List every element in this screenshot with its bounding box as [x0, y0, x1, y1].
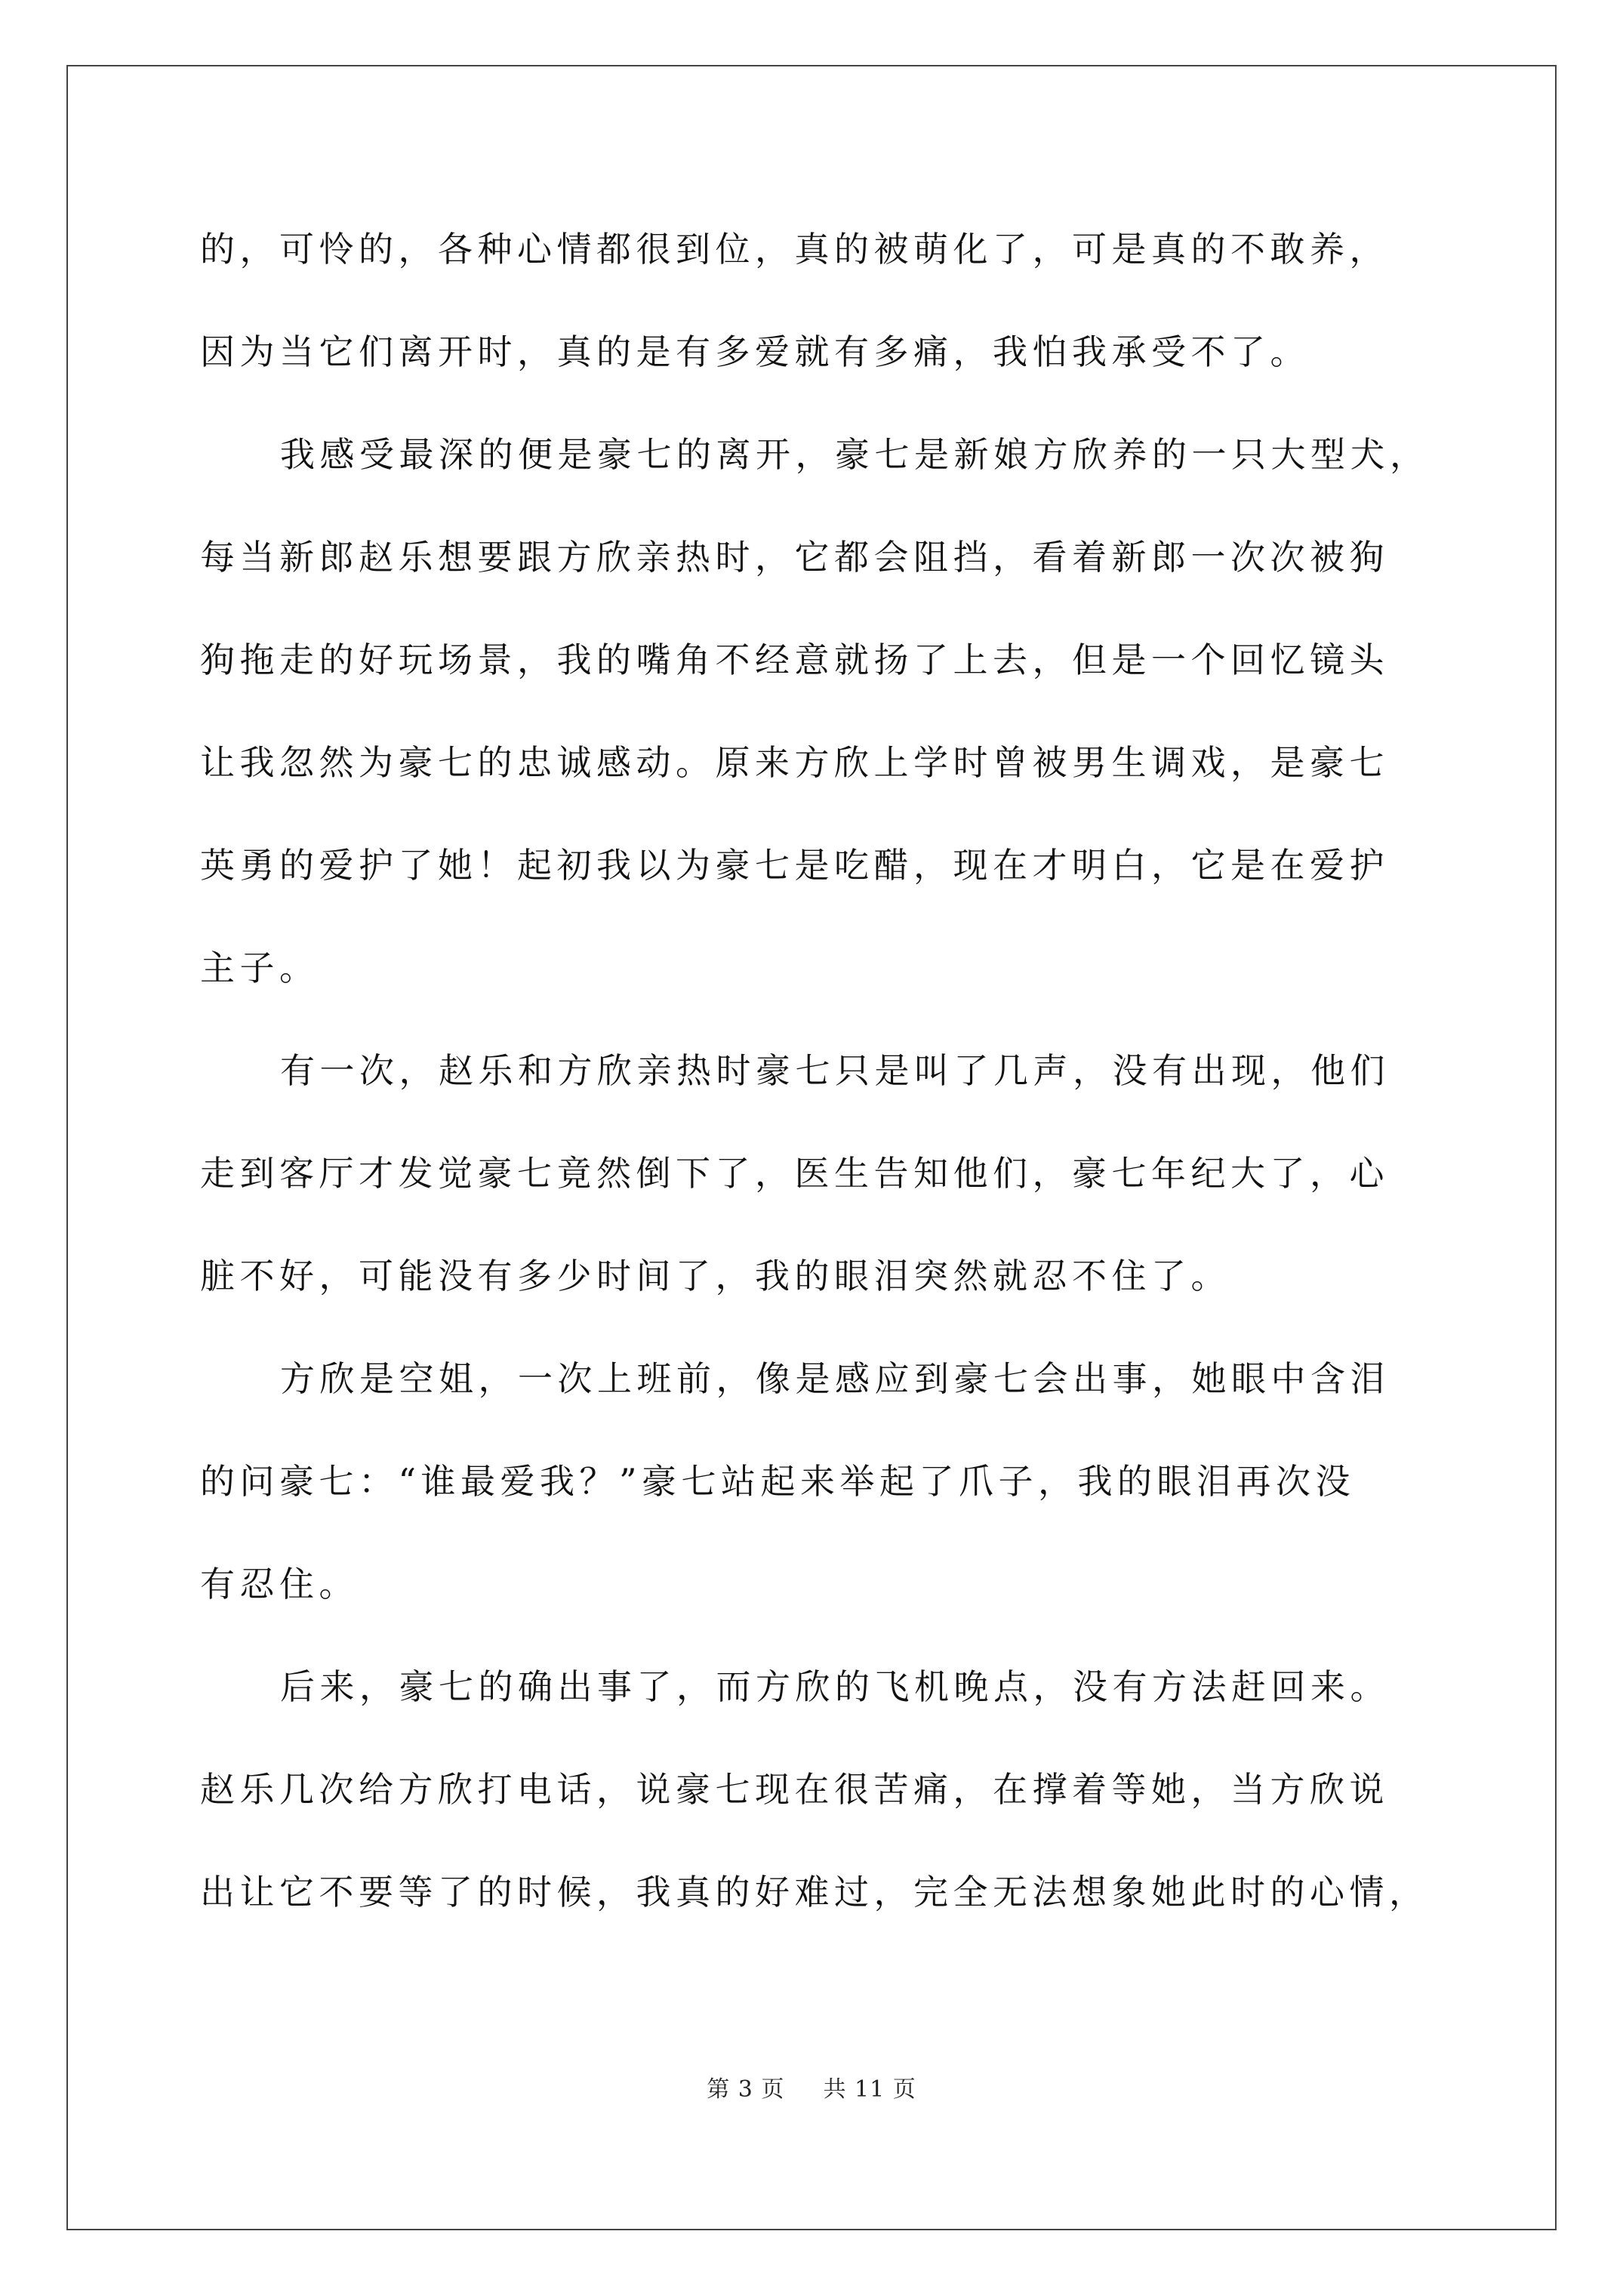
page-footer	[0, 2070, 1623, 2103]
text-line-6: 让我忽然为豪七的忠诚感动。原来方欣上学时曾被男生调戏，是豪七	[200, 742, 1389, 783]
text-line-10: 走到客厅才发觉豪七竟然倒下了，医生告知他们，豪七年纪大了，心	[200, 1153, 1389, 1194]
text-line-3: 我感受最深的便是豪七的离开，豪七是新娘方欣养的一只大型犬，	[280, 434, 1430, 475]
text-line-13: 的问豪七：“谁最爱我？”豪七站起来举起了爪子，我的眼泪再次没	[200, 1461, 1356, 1502]
text-line-9: 有一次，赵乐和方欣亲热时豪七只是叫了几声，没有出现，他们	[280, 1050, 1390, 1091]
text-line-5: 狗拖走的好玩场景，我的嘴角不经意就扬了上去，但是一个回忆镜头	[200, 639, 1389, 680]
text-line-16: 赵乐几次给方欣打电话，说豪七现在很苦痛，在撑着等她，当方欣说	[200, 1769, 1389, 1810]
text-line-12: 方欣是空姐，一次上班前，像是感应到豪七会出事，她眼中含泪	[280, 1358, 1390, 1399]
text-line-15: 后来，豪七的确出事了，而方欣的飞机晚点，没有方法赶回来。	[280, 1666, 1390, 1707]
text-line-11: 脏不好，可能没有多少时间了，我的眼泪突然就忍不住了。	[200, 1256, 1230, 1296]
text-line-14: 有忍住。	[200, 1564, 359, 1604]
text-line-2: 因为当它们离开时，真的是有多爱就有多痛，我怕我承受不了。	[200, 331, 1310, 372]
page-total-label: 共 11 页	[823, 2076, 916, 2103]
document-body	[200, 198, 1438, 1943]
text-line-1: 的，可怜的，各种心情都很到位，真的被萌化了，可是真的不敢养，	[200, 229, 1389, 270]
page-number-label: 第 3 页	[707, 2076, 785, 2103]
text-line-17: 出让它不要等了的时候，我真的好难过，完全无法想象她此时的心情，	[200, 1872, 1429, 1912]
text-line-8: 主子。	[200, 948, 319, 988]
text-line-4: 每当新郎赵乐想要跟方欣亲热时，它都会阻挡，看着新郎一次次被狗	[200, 537, 1389, 578]
text-line-7: 英勇的爱护了她！起初我以为豪七是吃醋，现在才明白，它是在爱护	[200, 845, 1389, 886]
